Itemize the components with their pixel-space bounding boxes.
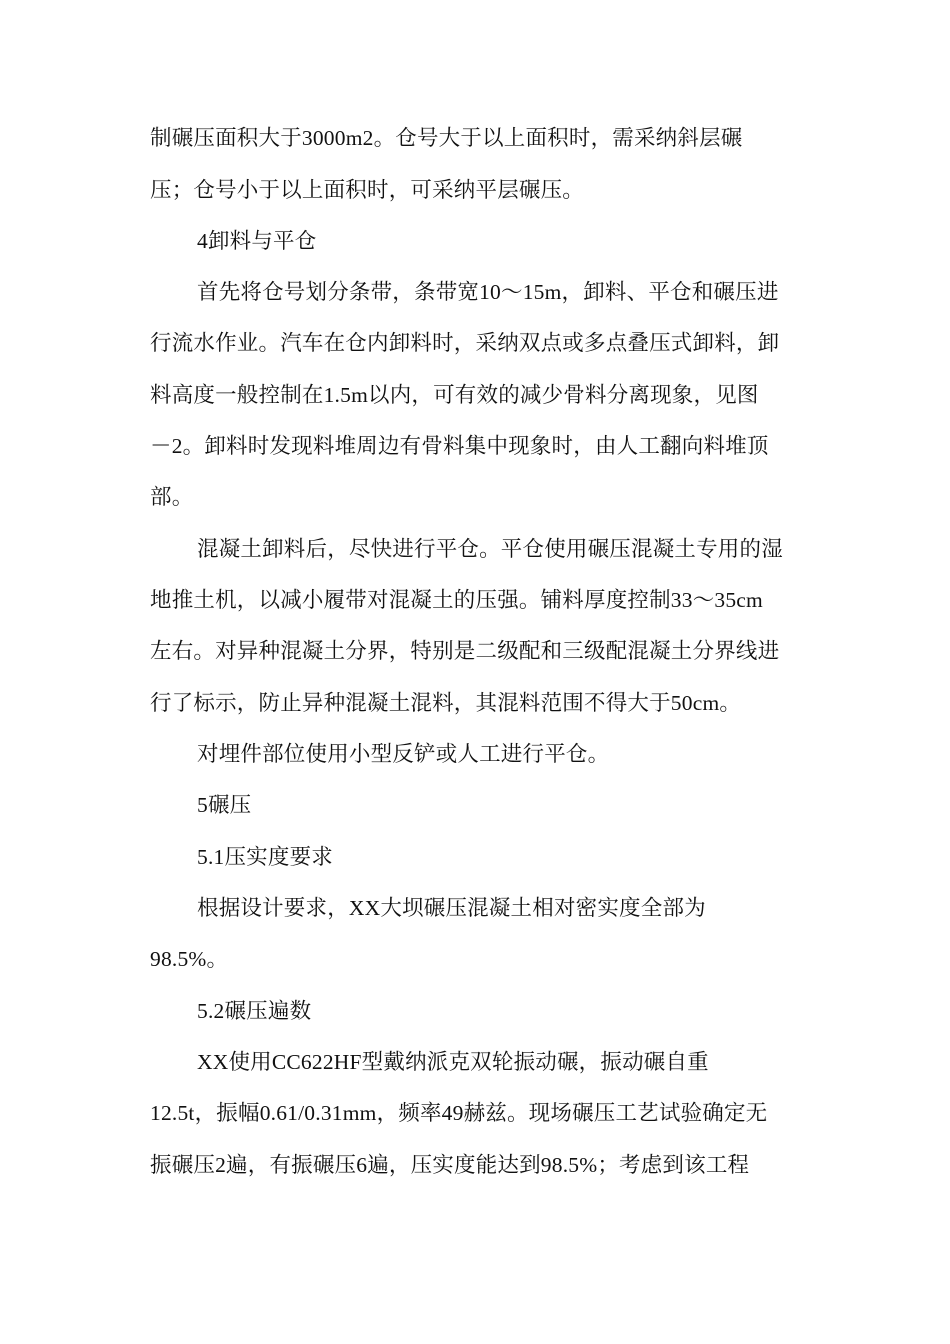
paragraph-line: 12.5t，振幅0.61/0.31mm，频率49赫兹。现场碾压工艺试验确定无 (150, 1101, 768, 1125)
paragraph-line: 制碾压面积大于3000m2。仓号大于以上面积时，需采纳斜层碾 (150, 126, 743, 150)
paragraph-line: XX使用CC622HF型戴纳派克双轮振动碾，振动碾自重 (197, 1050, 709, 1074)
paragraph-line: 振碾压2遍，有振碾压6遍，压实度能达到98.5%；考虑到该工程 (150, 1153, 750, 1177)
subsection-heading: 5.1压实度要求 (197, 845, 333, 869)
paragraph-line: －2。卸料时发现料堆周边有骨料集中现象时，由人工翻向料堆顶 (150, 434, 769, 458)
paragraph-line: 压；仓号小于以上面积时，可采纳平层碾压。 (150, 178, 585, 202)
paragraph-line: 根据设计要求，XX大坝碾压混凝土相对密实度全部为 (197, 896, 706, 920)
paragraph-line: 左右。对异种混凝土分界，特别是二级配和三级配混凝土分界线进 (150, 639, 780, 663)
paragraph-line: 行流水作业。汽车在仓内卸料时，采纳双点或多点叠压式卸料，卸 (150, 331, 780, 355)
paragraph-line: 首先将仓号划分条带，条带宽10～15m，卸料、平仓和碾压进 (197, 280, 779, 304)
subsection-heading: 5.2碾压遍数 (197, 999, 312, 1023)
paragraph-line: 地推土机，以减小履带对混凝土的压强。铺料厚度控制33～35cm (150, 588, 763, 612)
paragraph-line: 对埋件部位使用小型反铲或人工进行平仓。 (197, 742, 610, 766)
paragraph-line: 行了标示，防止异种混凝土混料，其混料范围不得大于50cm。 (150, 691, 742, 715)
paragraph-line: 部。 (150, 485, 194, 509)
section-heading: 4卸料与平仓 (197, 229, 317, 253)
section-heading: 5碾压 (197, 793, 252, 817)
paragraph-line: 混凝土卸料后，尽快进行平仓。平仓使用碾压混凝土专用的湿 (197, 537, 783, 561)
paragraph-line: 料高度一般控制在1.5m以内，可有效的减少骨料分离现象，见图 (150, 383, 759, 407)
paragraph-line: 98.5%。 (150, 947, 229, 971)
